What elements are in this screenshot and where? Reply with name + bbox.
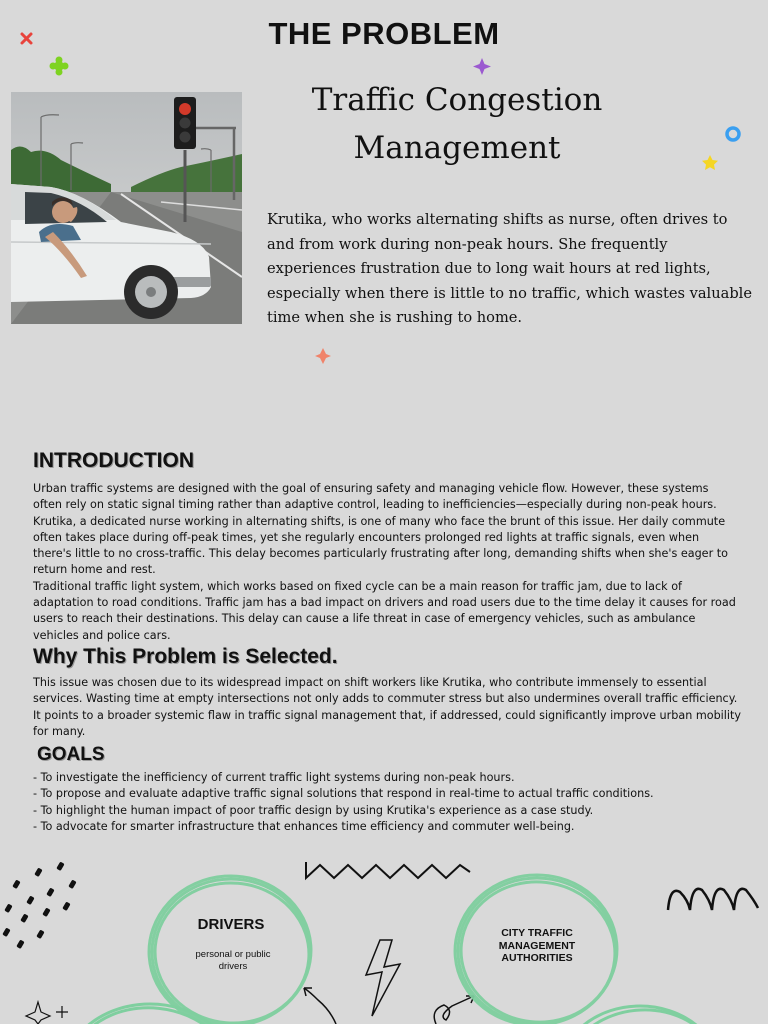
goal-item: - To highlight the human impact of poor traffic design by using Krutika's experience as a case study. xyxy=(33,803,594,817)
introduction-paragraph-1: Urban traffic systems are designed with the goal of ensuring safety and managing vehicle flow. However, these systems often rely on static signal timing rather than adaptive control, leading to inefficiencies—especially during non-peak hours. Krutika, a dedicated nurse working in alternating shifts, is one of many who face the brunt of this issue. Her daily commute often takes place during off-peak times, yet she regularly encounters prolonged red lights at traffic signals, even when there's little to no cross-traffic. This delay becomes particularly frustrating after long, demanding shifts when she's eager to return home and rest. xyxy=(33,482,728,577)
city-title-line-1: CITY TRAFFIC xyxy=(501,927,573,939)
sparkle-purple-icon xyxy=(473,58,491,75)
drivers-circle xyxy=(144,871,316,1024)
goals-list xyxy=(33,770,741,835)
zigzag-decoration xyxy=(306,862,470,878)
drivers-subtitle xyxy=(170,949,296,973)
page-title: THE PROBLEM xyxy=(268,16,500,51)
drivers-subtitle-line-2: drivers xyxy=(218,961,248,972)
page-subtitle xyxy=(270,76,644,172)
goals-heading: GOALS xyxy=(37,744,105,765)
ring-icon xyxy=(727,128,739,140)
story-paragraph: Krutika, who works alternating shifts as nurse, often drives to and from work during non-peak hours. She frequently experiences frustration due to long wait hours at red lights, especially when there is little to no traffic, which wastes valuable time when she is rushing to home. xyxy=(267,211,752,327)
flower-icon xyxy=(50,57,69,76)
loop-arrow-icon xyxy=(434,996,474,1024)
stakeholder-doodles xyxy=(0,840,768,1024)
drivers-subtitle-line-1: personal or public xyxy=(195,949,271,960)
lightning-icon xyxy=(366,940,400,1016)
introduction-paragraph-2: Traditional traffic light system, which works based on fixed cycle can be a main reason for traffic jam, due to lack of adaptation to road conditions. Traffic jam has a bad impact on drivers and road users due to the time delay it causes for road users to reach their destinations. This delay can cause a life threat in case of emergency vehicles, such as ambulance vehicles and police cars. xyxy=(33,579,736,642)
why-paragraph: This issue was chosen due to its widespread impact on shift workers like Krutika, who contribute immensely to essential services. Wasting time at empty intersections not only adds to commuter stress but also undermines overall traffic efficiency. It points to a broader systemic flaw in traffic signal management that, if addressed, could significantly improve urban mobility for many. xyxy=(33,676,742,738)
dash-cluster-decoration xyxy=(2,862,76,949)
introduction-body xyxy=(33,481,741,644)
goal-item: - To investigate the inefficiency of current traffic light systems during non-peak hours. xyxy=(33,771,515,784)
city-title-line-2: MANAGEMENT xyxy=(498,939,576,952)
partial-circle-bottom-right xyxy=(559,1003,726,1024)
subtitle-line-1: Traffic Congestion xyxy=(311,82,603,118)
star-icon xyxy=(702,155,718,170)
goal-item: - To propose and evaluate adaptive traffic signal solutions that respond in real-time to actual traffic conditions. xyxy=(33,787,654,801)
plus-icon xyxy=(56,1006,68,1018)
city-title-line-3: AUTHORITIES xyxy=(501,952,573,964)
scribble-decoration xyxy=(668,889,758,910)
goal-item: - To advocate for smarter infrastructure that enhances time efficiency and commuter well-being. xyxy=(33,819,575,833)
sparkle-salmon-icon xyxy=(315,348,331,364)
driver-at-traffic-light-photo xyxy=(11,92,242,324)
drivers-title: DRIVERS xyxy=(197,916,265,933)
city-authorities-title xyxy=(478,927,596,965)
why-heading: Why This Problem is Selected. xyxy=(33,645,338,668)
sparkle-outline-icon xyxy=(26,1002,50,1024)
curved-arrow-icon xyxy=(304,988,336,1024)
introduction-heading: INTRODUCTION xyxy=(33,449,194,472)
subtitle-line-2: Management xyxy=(353,130,561,166)
